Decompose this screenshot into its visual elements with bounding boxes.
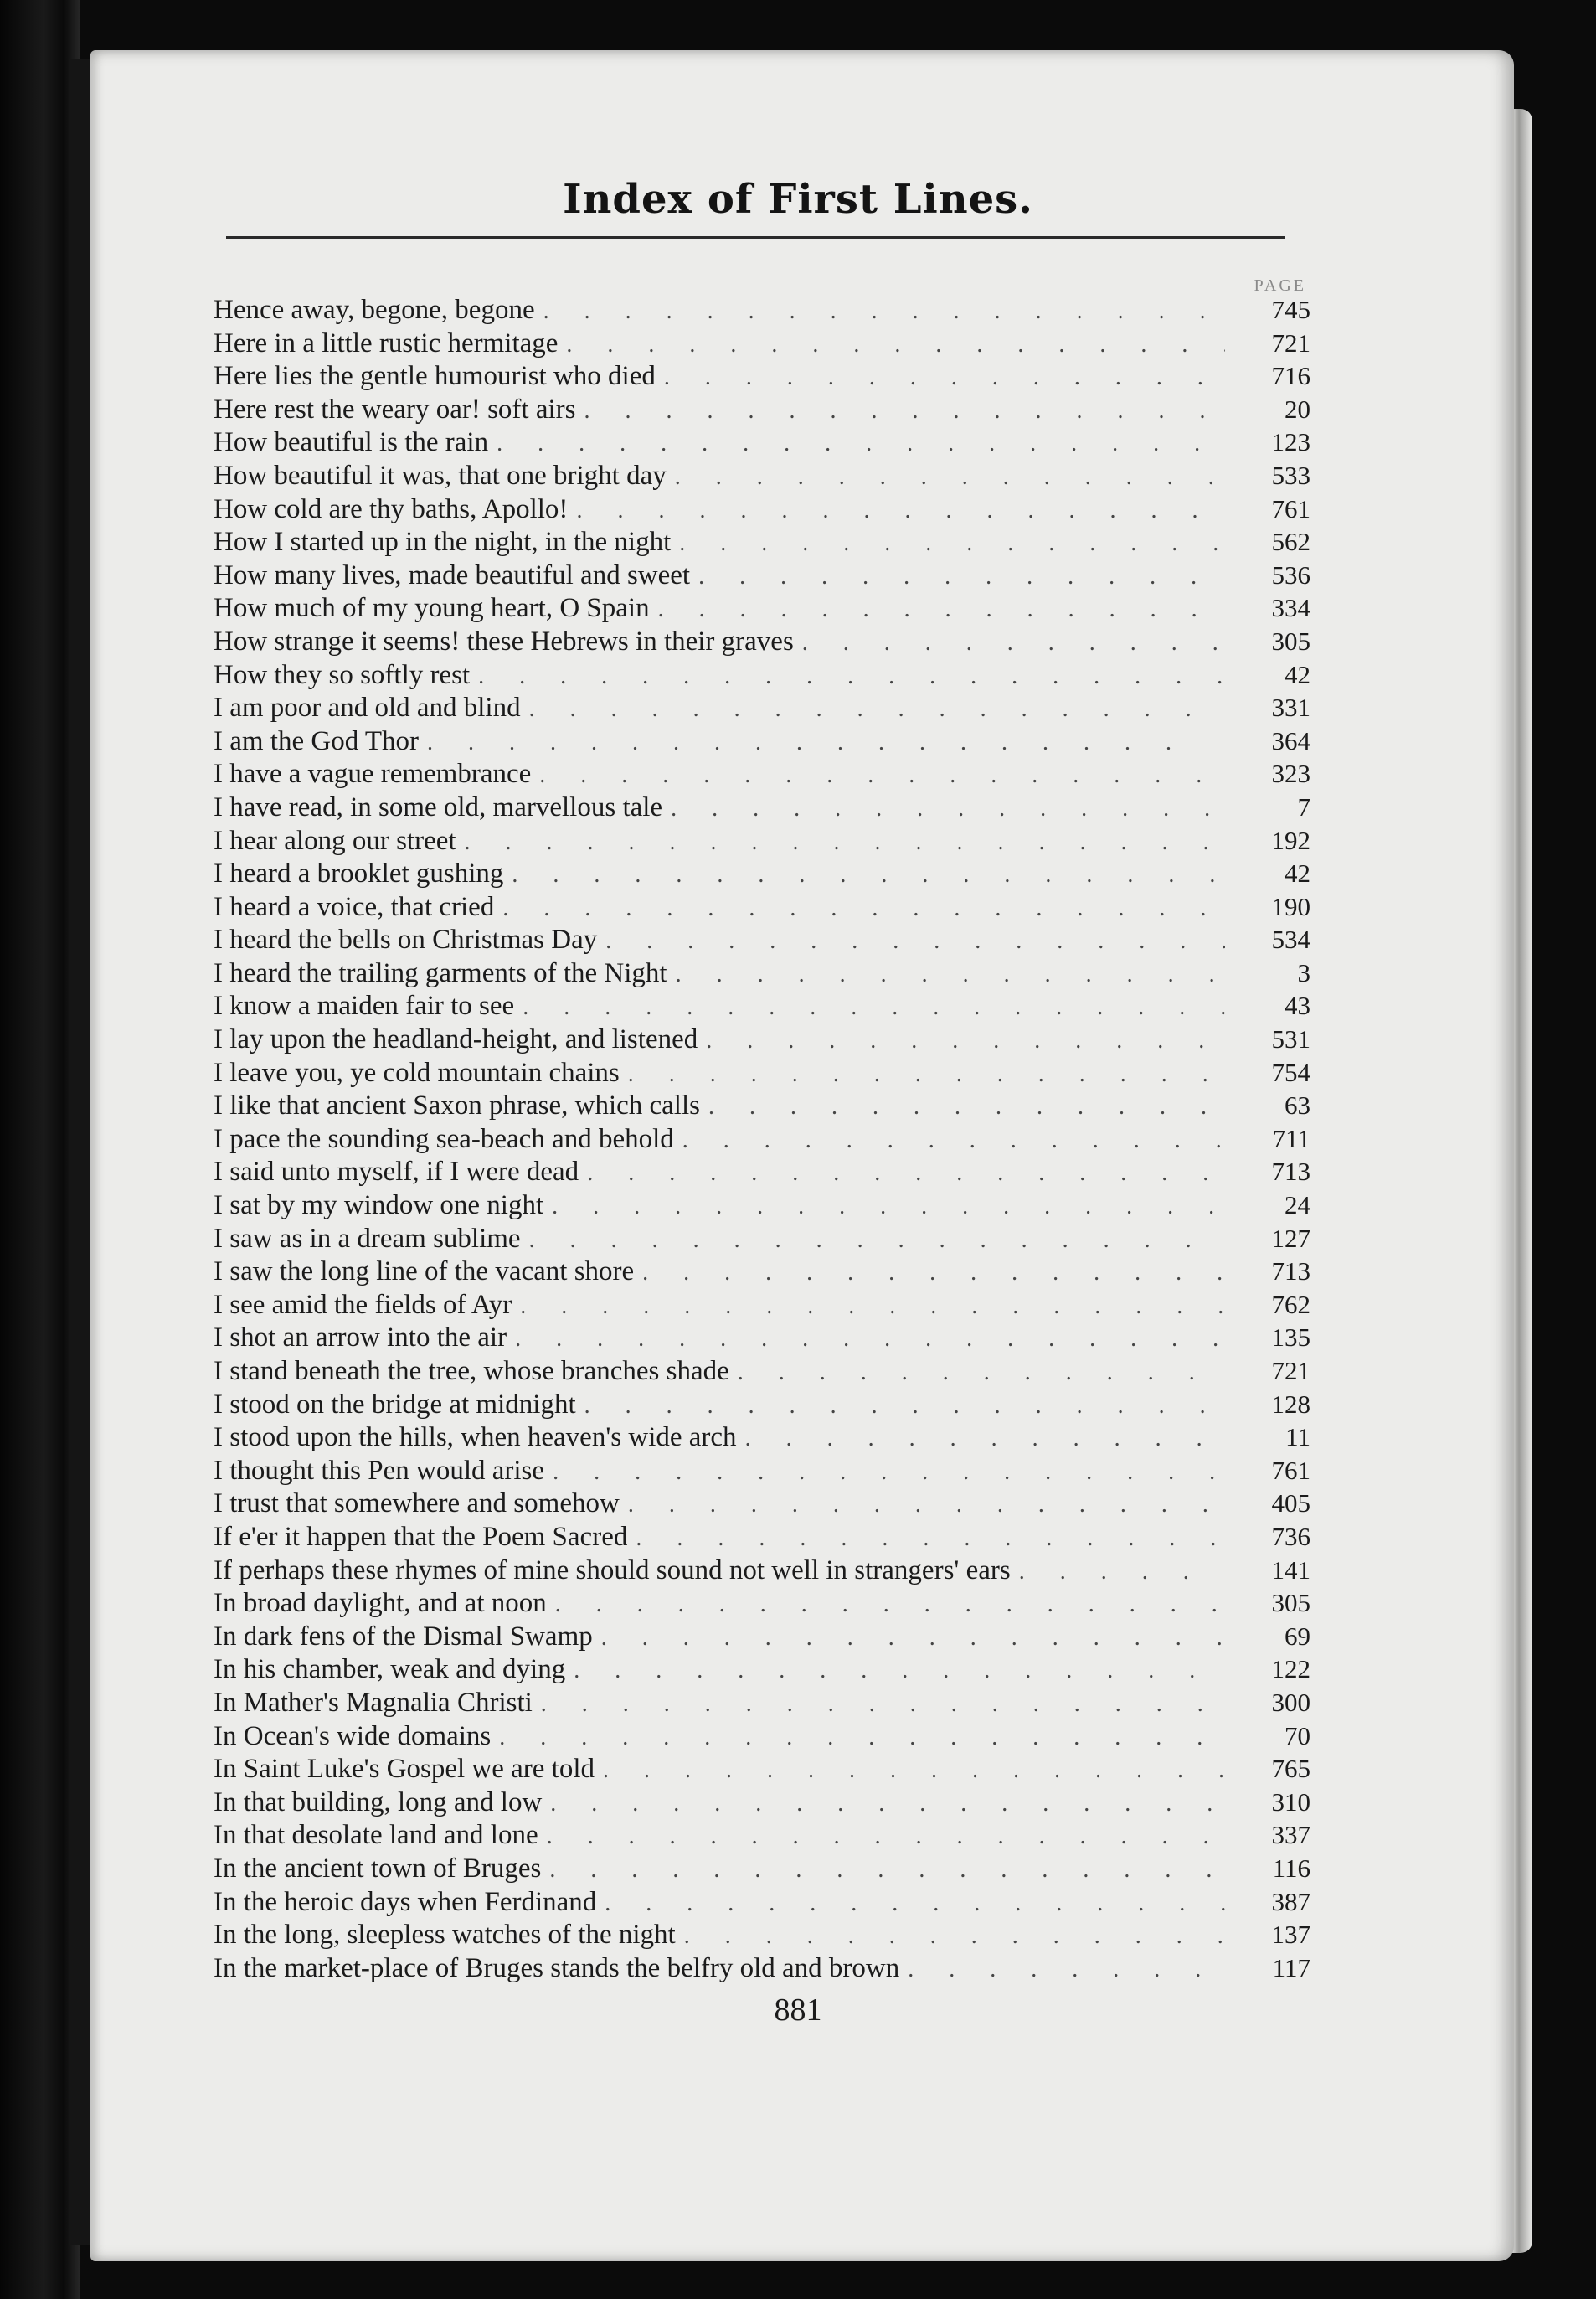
first-line-text: I shot an arrow into the air <box>214 1322 507 1353</box>
first-line-text: I hear along our street <box>214 825 456 856</box>
page-reference: 305 <box>1271 1588 1310 1618</box>
first-line-text: If perhaps these rhymes of mine should sound not well in strangers' ears <box>214 1554 1011 1585</box>
first-line-text: I pace the sounding sea-beach and behold <box>214 1123 674 1154</box>
first-line-text: In the heroic days when Ferdinand <box>214 1886 597 1917</box>
index-entry <box>214 1188 1310 1222</box>
first-line-text: How many lives, made beautiful and sweet <box>214 559 691 590</box>
index-entry <box>214 989 1310 1023</box>
dot-leader <box>1019 1555 1225 1589</box>
index-entry <box>214 1487 1310 1520</box>
page-reference: 7 <box>1297 791 1310 822</box>
page-reference: 533 <box>1271 460 1310 490</box>
page-reference: 334 <box>1271 593 1310 623</box>
index-entry <box>214 757 1310 791</box>
page-reference: 310 <box>1271 1786 1310 1817</box>
first-line-text: I thought this Pen would arise <box>214 1455 545 1486</box>
index-entry <box>214 459 1310 492</box>
index-entry <box>214 525 1310 559</box>
index-entry <box>214 1620 1310 1653</box>
first-line-text: Hence away, begone, begone <box>214 295 535 325</box>
dot-leader <box>541 1688 1225 1721</box>
dot-leader <box>679 527 1225 560</box>
dot-leader <box>539 759 1225 792</box>
page-reference: 711 <box>1272 1123 1310 1153</box>
page-reference: 713 <box>1271 1256 1310 1286</box>
index-entry <box>214 1885 1310 1919</box>
page-reference: 116 <box>1272 1853 1310 1883</box>
index-entry <box>214 1686 1310 1719</box>
index-entry <box>214 1554 1310 1587</box>
index-entry <box>214 824 1310 858</box>
dot-leader <box>502 892 1225 925</box>
index-entry <box>214 293 1310 327</box>
dot-leader <box>676 958 1225 992</box>
page-reference: 141 <box>1271 1554 1310 1585</box>
page-reference: 761 <box>1271 1455 1310 1485</box>
index-entry <box>214 559 1310 592</box>
dot-leader <box>566 328 1225 362</box>
dot-leader <box>658 593 1225 626</box>
first-line-text: How much of my young heart, O Spain <box>214 593 650 624</box>
dot-leader <box>738 1356 1225 1389</box>
first-line-text: I heard a voice, that cried <box>214 891 495 922</box>
dot-leader <box>520 1290 1225 1323</box>
first-line-text: I stood on the bridge at midnight <box>214 1389 576 1420</box>
index-entry <box>214 923 1310 956</box>
index-entry <box>214 890 1310 924</box>
page-reference: 364 <box>1271 725 1310 755</box>
index-entry <box>214 393 1310 426</box>
index-entry <box>214 1652 1310 1686</box>
dot-leader <box>636 1522 1225 1555</box>
binding-edge <box>69 59 93 2245</box>
first-lines-index <box>214 293 1310 1984</box>
first-line-text: I have a vague remembrance <box>214 759 532 790</box>
page-reference: 70 <box>1285 1720 1310 1750</box>
first-line-text: Here rest the weary oar! soft airs <box>214 394 576 425</box>
first-line-text: How I started up in the night, in the night <box>214 527 672 558</box>
dot-leader <box>512 858 1225 892</box>
index-entry <box>214 425 1310 459</box>
first-line-text: In his chamber, weak and dying <box>214 1654 566 1685</box>
index-entry <box>214 1586 1310 1620</box>
page-reference: 331 <box>1271 693 1310 723</box>
heading-rule <box>226 236 1285 239</box>
first-line-text: In the ancient town of Bruges <box>214 1853 542 1884</box>
page-column-heading: PAGE <box>1254 276 1306 295</box>
first-line-text: How cold are thy baths, Apollo! <box>214 493 569 524</box>
first-line-text: In that building, long and low <box>214 1786 543 1817</box>
dot-leader <box>553 1456 1225 1489</box>
page-reference: 323 <box>1271 759 1310 789</box>
index-entry <box>214 1023 1310 1056</box>
first-line-text: How strange it seems! these Hebrews in their graves <box>214 626 794 657</box>
first-line-text: I heard the trailing garments of the Night <box>214 957 667 988</box>
dot-leader <box>529 1224 1225 1257</box>
index-entry <box>214 1056 1310 1090</box>
first-line-text: I saw as in a dream sublime <box>214 1223 521 1254</box>
dot-leader <box>465 826 1225 859</box>
dot-leader <box>497 427 1225 461</box>
dot-leader <box>605 925 1225 958</box>
dot-leader <box>550 1787 1225 1821</box>
index-entry <box>214 591 1310 625</box>
dot-leader <box>671 792 1225 826</box>
index-entry <box>214 1388 1310 1421</box>
dot-leader <box>698 560 1225 594</box>
first-line-text: I am the God Thor <box>214 725 420 756</box>
index-entry <box>214 791 1310 824</box>
page-reference: 122 <box>1271 1654 1310 1684</box>
index-entry <box>214 1852 1310 1885</box>
index-entry <box>214 658 1310 692</box>
page-reference: 20 <box>1285 394 1310 424</box>
dot-leader <box>664 361 1225 394</box>
page-reference: 405 <box>1271 1488 1310 1518</box>
page-reference: 11 <box>1285 1422 1310 1452</box>
first-line-text: I heard the bells on Christmas Day <box>214 925 598 956</box>
first-line-text: In Ocean's wide domains <box>214 1720 492 1751</box>
dot-leader <box>499 1721 1225 1755</box>
index-entry <box>214 956 1310 990</box>
index-entry <box>214 1752 1310 1786</box>
page-reference: 337 <box>1271 1820 1310 1850</box>
dot-leader <box>601 1621 1225 1655</box>
dot-leader <box>584 1389 1225 1423</box>
page-reference: 43 <box>1285 991 1310 1021</box>
dot-leader <box>555 1588 1225 1621</box>
index-entry <box>214 1354 1310 1388</box>
page-reference: 69 <box>1285 1621 1310 1651</box>
page-number: 881 <box>774 1992 822 2028</box>
page-reference: 63 <box>1285 1090 1310 1121</box>
first-line-text: I see amid the fields of Ayr <box>214 1289 512 1320</box>
index-entry <box>214 327 1310 360</box>
page-heading: Index of First Lines. <box>563 176 1033 223</box>
dot-leader <box>682 1124 1225 1157</box>
first-line-text: How beautiful is the rain <box>214 427 489 458</box>
index-entry <box>214 1454 1310 1487</box>
dot-leader <box>515 1322 1225 1356</box>
first-line-text: I sat by my window one night <box>214 1190 544 1221</box>
page-reference: 127 <box>1271 1223 1310 1253</box>
page-reference: 713 <box>1271 1157 1310 1187</box>
book-spine <box>0 0 80 2299</box>
page-reference: 137 <box>1271 1920 1310 1950</box>
dot-leader <box>675 461 1225 494</box>
index-entry <box>214 625 1310 658</box>
page-reference: 765 <box>1271 1754 1310 1784</box>
first-line-text: I stood upon the hills, when heaven's wide arch <box>214 1422 737 1453</box>
index-entry <box>214 724 1310 758</box>
first-line-text: I lay upon the headland-height, and listened <box>214 1024 698 1055</box>
dot-leader <box>529 693 1225 726</box>
dot-leader <box>605 1887 1225 1920</box>
index-entry <box>214 1222 1310 1255</box>
first-line-text: In the long, sleepless watches of the night <box>214 1920 676 1951</box>
page-reference: 534 <box>1271 925 1310 955</box>
page-reference: 536 <box>1271 559 1310 590</box>
first-line-text: In the market-place of Bruges stands the belfry old and brown <box>214 1952 900 1983</box>
index-entry <box>214 359 1310 393</box>
first-line-text: How they so softly rest <box>214 659 471 690</box>
page-reference: 562 <box>1271 527 1310 557</box>
dot-leader <box>587 1157 1225 1190</box>
first-line-text: Here lies the gentle humourist who died <box>214 361 656 392</box>
page-reference: 754 <box>1271 1057 1310 1087</box>
first-line-text: I saw the long line of the vacant shore <box>214 1256 635 1287</box>
dot-leader <box>547 1820 1225 1853</box>
dot-leader <box>684 1920 1225 1953</box>
dot-leader <box>603 1754 1225 1787</box>
page-reference: 135 <box>1271 1322 1310 1353</box>
page-reference: 305 <box>1271 626 1310 656</box>
page-reference: 721 <box>1271 327 1310 358</box>
index-entry <box>214 1089 1310 1122</box>
first-line-text: I have read, in some old, marvellous tale <box>214 791 663 822</box>
index-entry <box>214 1255 1310 1288</box>
page-reference: 190 <box>1271 891 1310 921</box>
dot-leader <box>642 1256 1225 1290</box>
first-line-text: I stand beneath the tree, whose branches shade <box>214 1356 729 1386</box>
page-reference: 192 <box>1271 825 1310 855</box>
index-entry <box>214 1122 1310 1156</box>
page-reference: 42 <box>1285 858 1310 889</box>
first-line-text: I heard a brooklet gushing <box>214 858 504 889</box>
dot-leader <box>478 660 1225 693</box>
dot-leader <box>708 1090 1225 1124</box>
page-reference: 721 <box>1271 1356 1310 1385</box>
dot-leader <box>584 394 1225 428</box>
page-reference: 531 <box>1271 1024 1310 1054</box>
dot-leader <box>427 726 1225 760</box>
first-line-text: If e'er it happen that the Poem Sacred <box>214 1521 628 1552</box>
first-line-text: How beautiful it was, that one bright day <box>214 460 667 491</box>
index-entry <box>214 1155 1310 1188</box>
dot-leader <box>552 1190 1225 1224</box>
index-entry <box>214 1951 1310 1985</box>
page-reference: 300 <box>1271 1687 1310 1717</box>
first-line-text: I said unto myself, if I were dead <box>214 1157 579 1188</box>
first-line-text: I trust that somewhere and somehow <box>214 1488 620 1519</box>
index-entry <box>214 492 1310 526</box>
dot-leader <box>706 1024 1225 1058</box>
dot-leader <box>523 991 1225 1024</box>
index-entry <box>214 1818 1310 1852</box>
dot-leader <box>628 1488 1225 1522</box>
first-line-text: I leave you, ye cold mountain chains <box>214 1057 620 1088</box>
page-reference: 716 <box>1271 361 1310 391</box>
page-reference: 761 <box>1271 493 1310 523</box>
page-reference: 128 <box>1271 1389 1310 1419</box>
dot-leader <box>574 1654 1225 1688</box>
dot-leader <box>549 1853 1225 1887</box>
index-entry <box>214 857 1310 890</box>
index-entry <box>214 1420 1310 1454</box>
dot-leader <box>802 626 1225 660</box>
page-reference: 745 <box>1271 295 1310 324</box>
first-line-text: I am poor and old and blind <box>214 693 521 724</box>
first-line-text: In broad daylight, and at noon <box>214 1588 547 1619</box>
dot-leader <box>745 1422 1225 1456</box>
index-entry <box>214 1288 1310 1322</box>
dot-leader <box>628 1058 1225 1091</box>
dot-leader <box>576 494 1225 528</box>
index-entry <box>214 691 1310 724</box>
dot-leader <box>543 295 1225 328</box>
first-line-text: Here in a little rustic hermitage <box>214 327 559 358</box>
page-reference: 3 <box>1297 957 1310 987</box>
first-line-text: I like that ancient Saxon phrase, which calls <box>214 1090 700 1121</box>
index-entry <box>214 1520 1310 1554</box>
first-line-text: In that desolate land and lone <box>214 1820 538 1851</box>
index-entry <box>214 1719 1310 1753</box>
index-entry <box>214 1321 1310 1354</box>
first-line-text: I know a maiden fair to see <box>214 991 515 1022</box>
first-line-text: In Saint Luke's Gospel we are told <box>214 1754 595 1785</box>
dot-leader <box>908 1953 1225 1987</box>
first-line-text: In Mather's Magnalia Christi <box>214 1687 533 1718</box>
index-entry <box>214 1786 1310 1819</box>
page-reference: 762 <box>1271 1289 1310 1319</box>
first-line-text: In dark fens of the Dismal Swamp <box>214 1621 593 1652</box>
page-reference: 42 <box>1285 659 1310 689</box>
index-entry <box>214 1918 1310 1951</box>
page-reference: 123 <box>1271 427 1310 457</box>
page-reference: 117 <box>1272 1952 1310 1982</box>
page-reference: 24 <box>1285 1190 1310 1220</box>
page-reference: 387 <box>1271 1886 1310 1916</box>
page-reference: 736 <box>1271 1521 1310 1551</box>
